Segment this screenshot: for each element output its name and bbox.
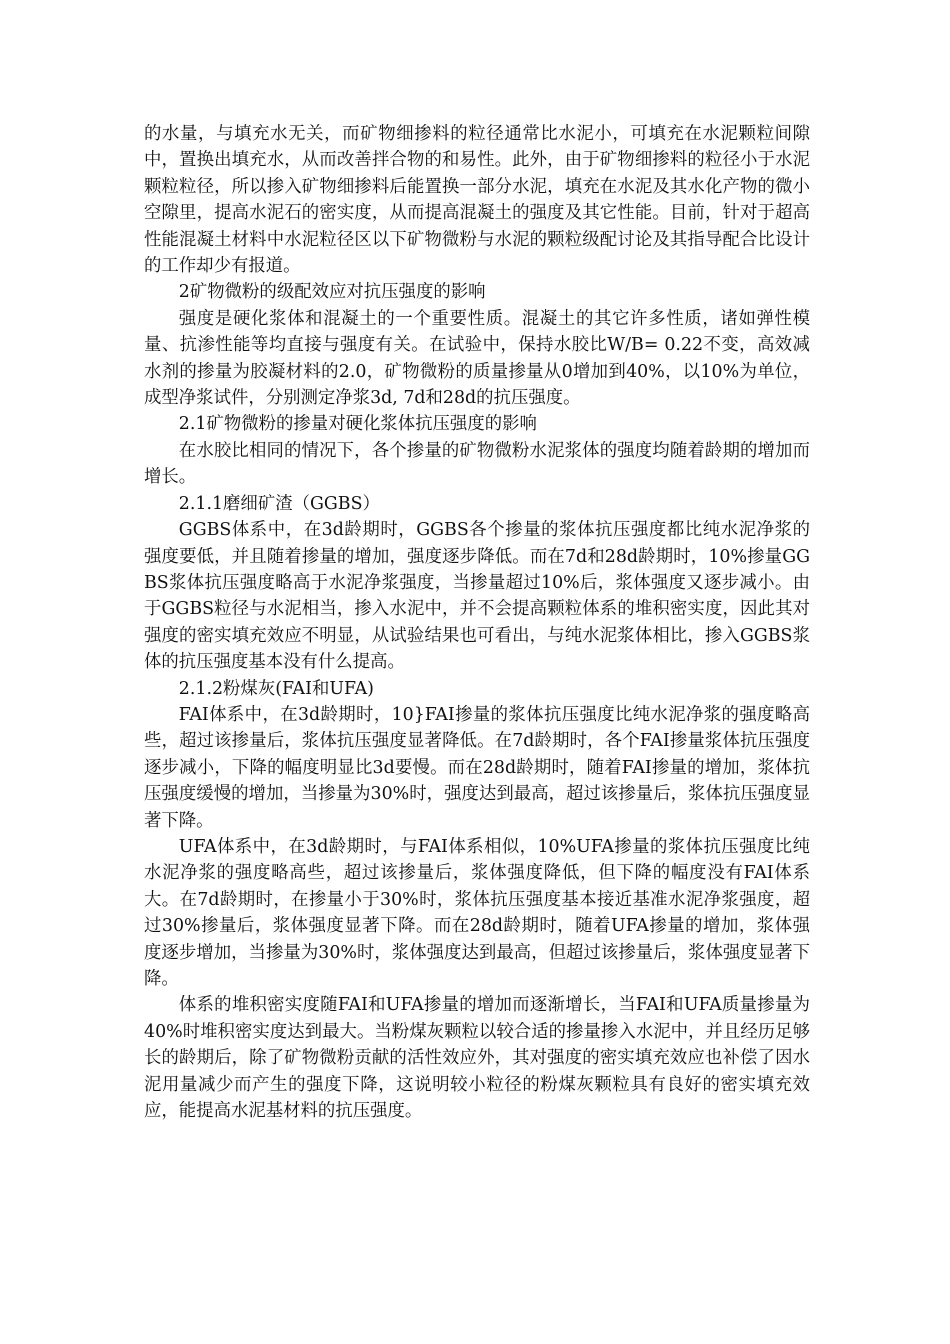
subsubsection-heading: 2.1.2粉煤灰(FAI和UFA) — [178, 678, 374, 699]
subsection-heading: 2.1矿物微粉的掺量对硬化浆体抗压强度的影响 — [178, 414, 537, 435]
body-paragraph: 体系的堆积密实度随FAI和UFA掺量的增加而逐渐增长，当FAI和UFA质量掺量为40%时堆积密实度达到最大。当粉煤灰颗粒以较合适的掺量掺入水泥中，并且经历足够长的龄期后，除了矿物微粉贡献的活性效应外，其对强度的密实填充效应也补偿了因水泥用量减少而产生的强度下降，这说明较小粒径的粉煤灰颗粒具有良好的密实填充效应，能提高水泥基材料的抗压强度。 — [144, 995, 810, 1122]
body-paragraph: 强度是硬化浆体和混凝土的一个重要性质。混凝土的其它许多性质，诸如弹性模量、抗渗性能等均直接与强度有关。在试验中，保持水胶比W/B= 0.22不变，高效减水剂的掺量为胶凝材料的2.0，矿物微粉的质量掺量从0增加到40%，以10%为单位，成型净浆试件，分别测定净浆3d, 7d和28d的抗压强度。 — [144, 308, 810, 409]
body-paragraph: UFA体系中，在3d龄期时，与FAI体系相似，10%UFA掺量的浆体抗压强度比纯水泥净浆的强度略高些，超过该掺量后，浆体强度降低，但下降的幅度没有FAI体系大。在7d龄期时，在掺量小于30%时，浆体抗压强度基本接近基准水泥净浆强度，超过30%掺量后，浆体强度显著下降。而在28d龄期时，随着UFA掺量的增加，浆体强度逐步增加，当掺量为30%时，浆体强度达到最高，但超过该掺量后，浆体强度显著下降。 — [144, 836, 810, 989]
document-page — [144, 121, 810, 1124]
subsubsection-heading: 2.1.1磨细矿渣（GGBS） — [178, 493, 380, 514]
body-paragraph: 的水量，与填充水无关，而矿物细掺料的粒径通常比水泥小，可填充在水泥颗粒间隙中，置换出填充水，从而改善拌合物的和易性。此外，由于矿物细掺料的粒径小于水泥颗粒粒径，所以掺入矿物细掺料后能置换一部分水泥，填充在水泥及其水化产物的微小空隙里，提高水泥石的密实度，从而提高混凝土的强度及其它性能。目前，针对于超高性能混凝土材料中水泥粒径区以下矿物微粉与水泥的颗粒级配讨论及其指导配合比设计的工作却少有报道。 — [144, 124, 810, 277]
body-paragraph: 在水胶比相同的情况下，各个掺量的矿物微粉水泥浆体的强度均随着龄期的增加而增长。 — [144, 440, 810, 488]
body-paragraph: GGBS体系中，在3d龄期时，GGBS各个掺量的浆体抗压强度都比纯水泥净浆的强度要低，并且随着掺量的增加，强度逐步降低。而在7d和28d龄期时，10%掺量GGBS浆体抗压强度略高于水泥净浆强度，当掺量超过10%后，浆体强度又逐步减小。由于GGBS粒径与水泥相当，掺入水泥中，并不会提高颗粒体系的堆积密实度，因此其对强度的密实填充效应不明显，从试验结果也可看出，与纯水泥浆体相比，掺入GGBS浆体的抗压强度基本没有什么提高。 — [144, 520, 810, 673]
section-heading: 2矿物微粉的级配效应对抗压强度的影响 — [178, 282, 486, 303]
body-paragraph: FAI体系中，在3d龄期时，10}FAI掺量的浆体抗压强度比纯水泥净浆的强度略高些，超过该掺量后，浆体抗压强度显著降低。在7d龄期时，各个FAI掺量浆体抗压强度逐步减小，下降的幅度明显比3d要慢。而在28d龄期时，随着FAI掺量的增加，浆体抗压强度缓慢的增加，当掺量为30%时，强度达到最高，超过该掺量后，浆体抗压强度显著下降。 — [144, 704, 810, 831]
